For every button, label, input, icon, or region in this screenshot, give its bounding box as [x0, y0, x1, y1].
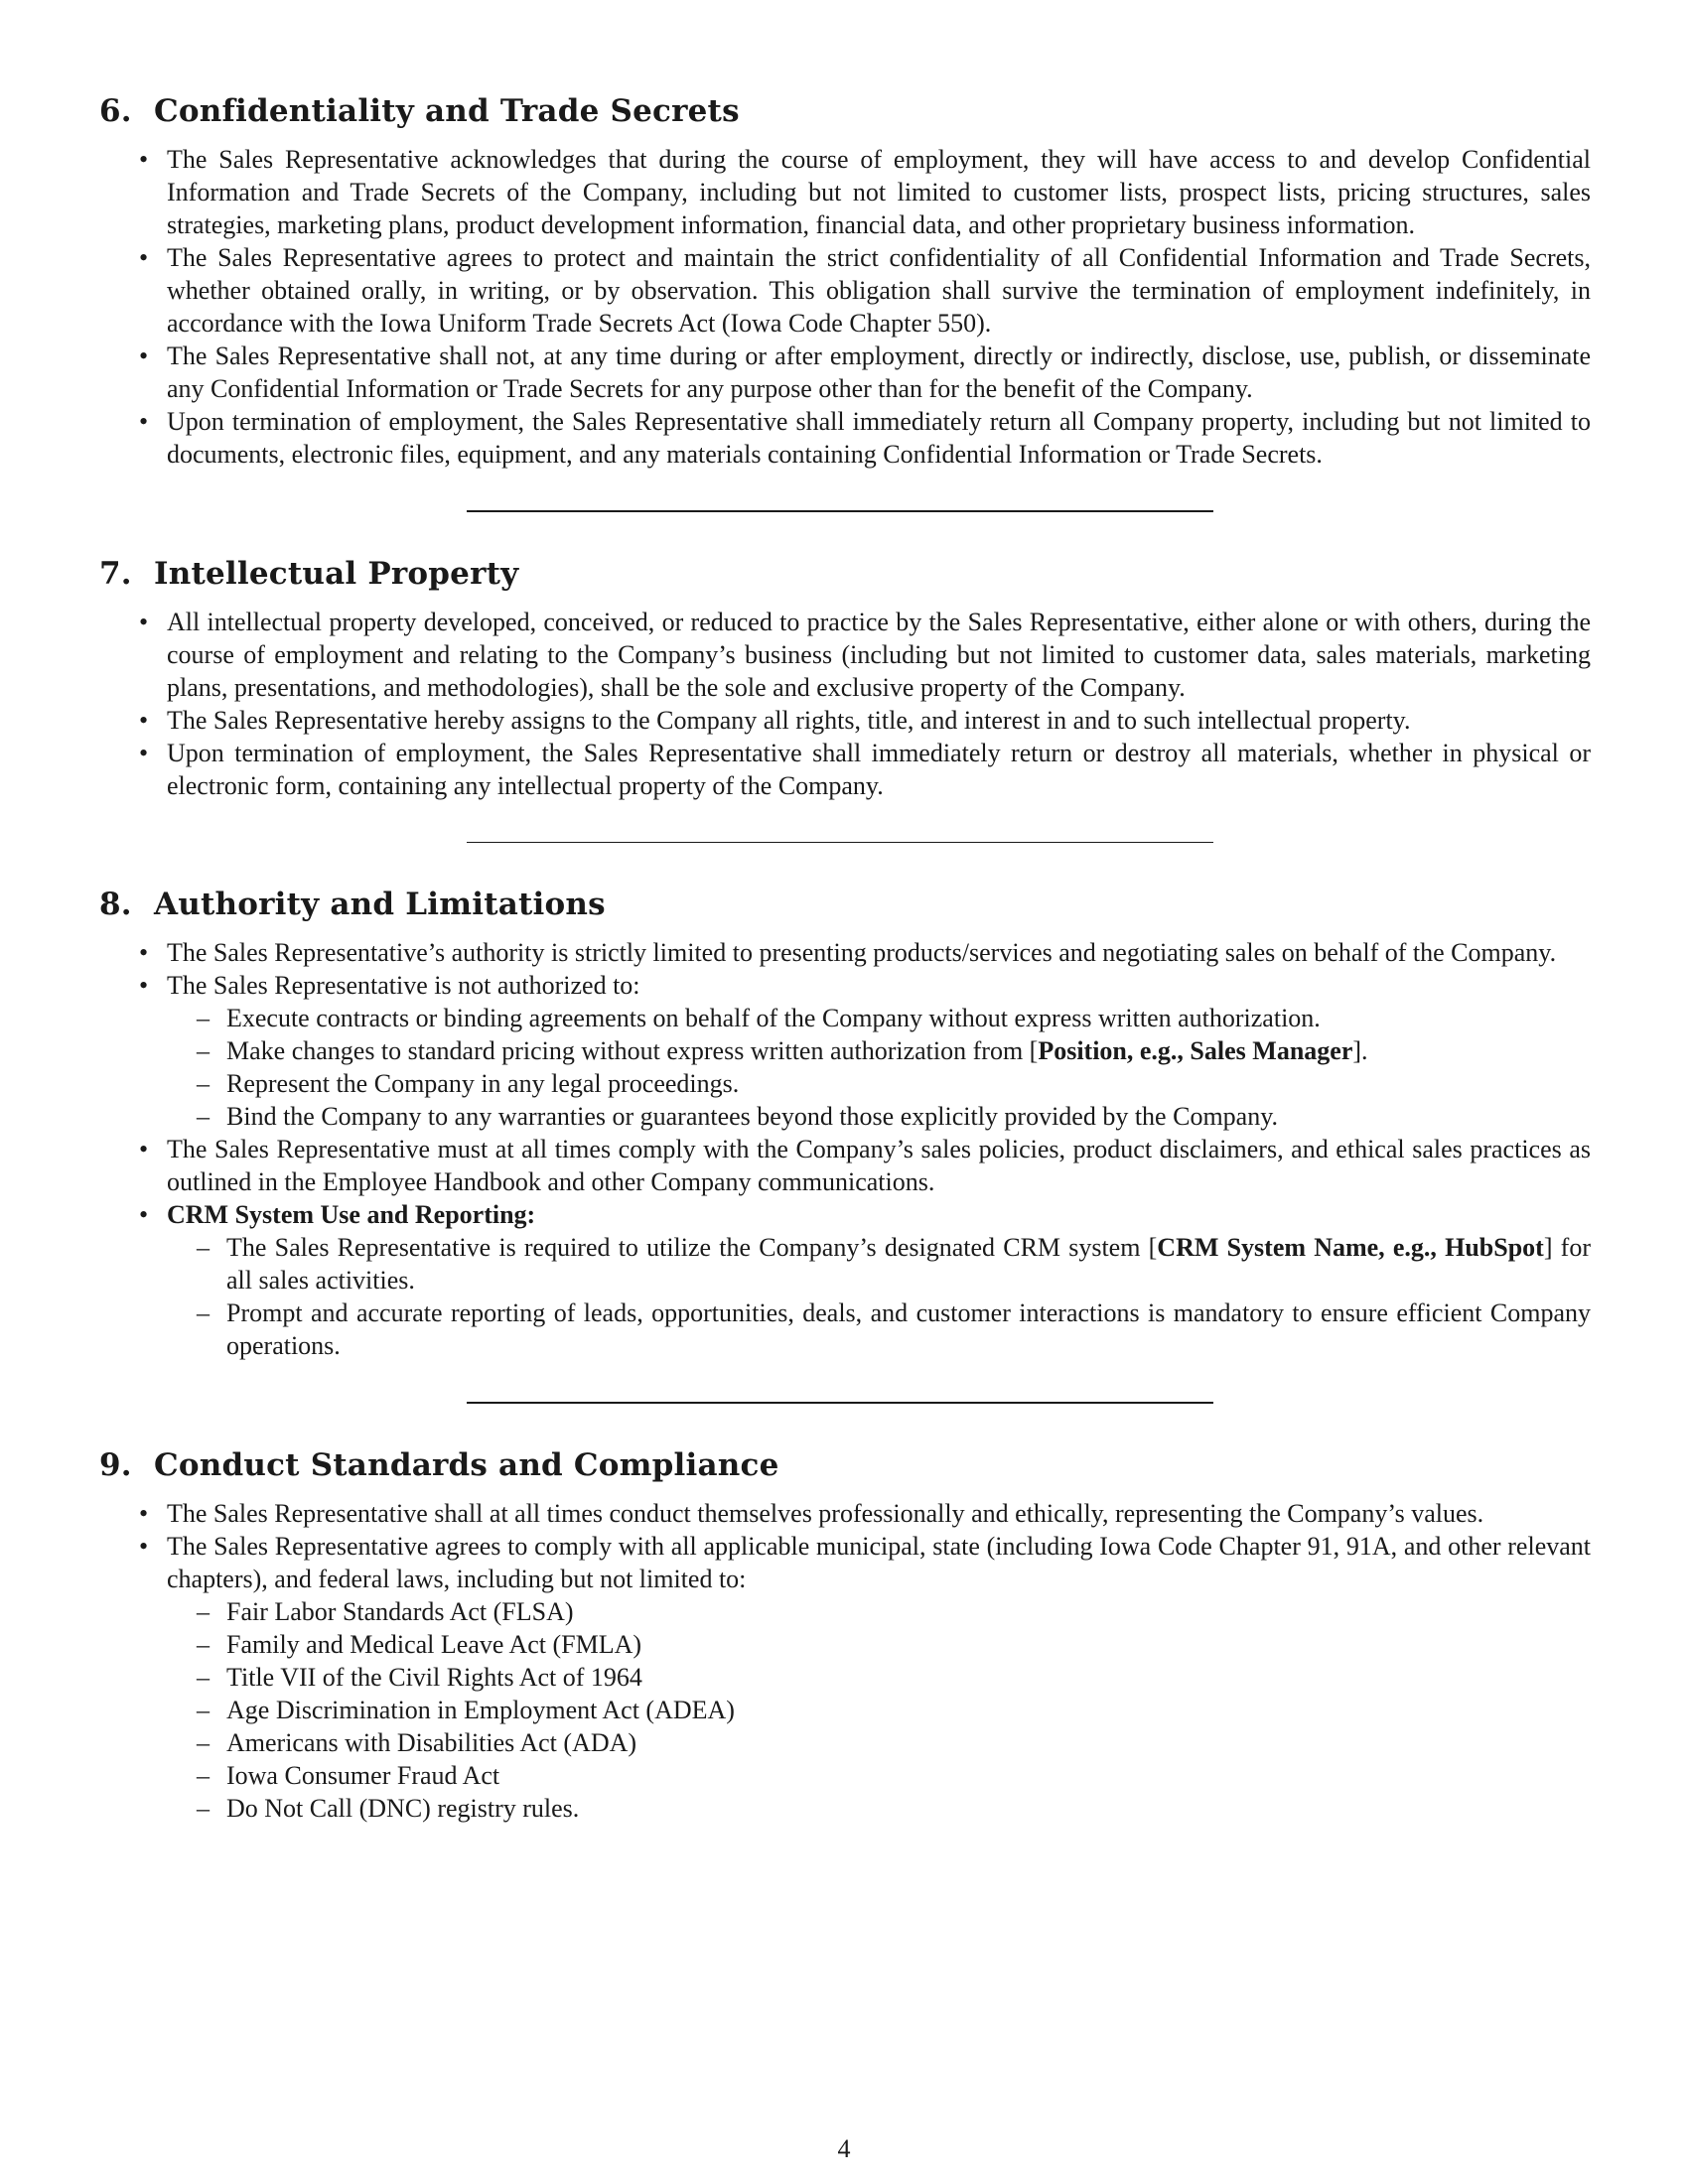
section-intellectual-property	[99, 554, 1591, 802]
section-title: Conduct Standards and Compliance	[154, 1447, 779, 1483]
placeholder-text: Position, e.g., Sales Manager	[1038, 1036, 1353, 1065]
document-page	[99, 91, 1591, 1825]
list-item	[167, 969, 1591, 1133]
section-conduct	[99, 1445, 1591, 1825]
bullet-list	[99, 606, 1591, 802]
section-divider	[467, 510, 1213, 512]
sub-list-item: – Fair Labor Standards Act (FLSA)	[226, 1595, 1591, 1628]
sub-list-item: – Title VII of the Civil Rights Act of 1964	[226, 1661, 1591, 1694]
list-item: • All intellectual property developed, conceived, or reduced to practice by the Sales Representative, either alone or with others, during the course of employment and relating to the Company’s business (including but not limited to customer data, sales materials, marketing plans, presentations, and methodologies), shall be the sole and exclusive property of the Company.	[167, 606, 1591, 704]
page-number: 4	[837, 2134, 851, 2163]
section-heading	[99, 1445, 1591, 1485]
list-item: • Upon termination of employment, the Sales Representative shall immediately return or destroy all materials, whether in physical or electronic form, containing any intellectual property of the Company.	[167, 737, 1591, 802]
sub-list-item	[226, 1231, 1591, 1297]
sub-item-text: The Sales Representative is required to utilize the Company’s designated CRM system [	[226, 1233, 1158, 1262]
list-item: • The Sales Representative agrees to protect and maintain the strict confidentiality of all Confidential Information and Trade Secrets, whether obtained orally, in writing, or by observation. This obligation shall survive the termination of employment indefinitely, in accordance with the Iowa Uniform Trade Secrets Act (Iowa Code Chapter 550).	[167, 241, 1591, 340]
sub-list	[167, 1231, 1591, 1362]
sub-list-item: – Execute contracts or binding agreements on behalf of the Company without express written authorization.	[226, 1002, 1591, 1034]
sub-list-item: – Americans with Disabilities Act (ADA)	[226, 1726, 1591, 1759]
sub-item-text: ] for all sales activities.	[226, 1233, 1591, 1295]
sub-list-item: – Age Discrimination in Employment Act (ADEA)	[226, 1694, 1591, 1726]
list-item-heading: CRM System Use and Reporting:	[167, 1200, 536, 1229]
section-number: 8.	[99, 887, 132, 922]
list-item: • The Sales Representative shall not, at any time during or after employment, directly or indirectly, disclose, use, publish, or disseminate any Confidential Information or Trade Secrets for any purpose other than for the benefit of the Company.	[167, 340, 1591, 405]
section-number: 7.	[99, 556, 132, 592]
section-title: Authority and Limitations	[154, 887, 606, 922]
list-item-text: The Sales Representative agrees to comply with all applicable municipal, state (including Iowa Code Chapter 91, 91A, and other relevant chapters), and federal laws, including but not limited to:	[167, 1532, 1591, 1593]
section-title: Intellectual Property	[154, 556, 519, 592]
list-item: • The Sales Representative hereby assigns to the Company all rights, title, and interest in and to such intellectual property.	[167, 704, 1591, 737]
sub-list-item: – Iowa Consumer Fraud Act	[226, 1759, 1591, 1792]
section-number: 6.	[99, 93, 132, 129]
sub-item-text: ].	[1352, 1036, 1368, 1065]
section-heading	[99, 554, 1591, 594]
section-number: 9.	[99, 1447, 132, 1483]
section-confidentiality	[99, 91, 1591, 471]
list-item-text: The Sales Representative is not authorized to:	[167, 971, 640, 1000]
list-item: • Upon termination of employment, the Sales Representative shall immediately return all Company property, including but not limited to documents, electronic files, equipment, and any materials containing Confidential Information or Trade Secrets.	[167, 405, 1591, 471]
section-heading	[99, 885, 1591, 924]
sub-list-item: – Prompt and accurate reporting of leads, opportunities, deals, and customer interactions is mandatory to ensure efficient Company operations.	[226, 1297, 1591, 1362]
bullet-list	[99, 1497, 1591, 1825]
list-item: • The Sales Representative must at all times comply with the Company’s sales policies, product disclaimers, and ethical sales practices as outlined in the Employee Handbook and other Company communications.	[167, 1133, 1591, 1198]
section-divider	[467, 1402, 1213, 1404]
bullet-list	[99, 936, 1591, 1362]
sub-list-item	[226, 1034, 1591, 1067]
section-title: Confidentiality and Trade Secrets	[154, 93, 740, 129]
sub-item-text: Make changes to standard pricing without express written authorization from [	[226, 1036, 1039, 1065]
list-item: • The Sales Representative shall at all times conduct themselves professionally and ethically, representing the Company’s values.	[167, 1497, 1591, 1530]
list-item: • The Sales Representative’s authority is strictly limited to presenting products/services and negotiating sales on behalf of the Company.	[167, 936, 1591, 969]
sub-list-item: – Do Not Call (DNC) registry rules.	[226, 1792, 1591, 1825]
bullet-list	[99, 143, 1591, 471]
sub-list-item: – Represent the Company in any legal proceedings.	[226, 1067, 1591, 1100]
list-item: • The Sales Representative acknowledges that during the course of employment, they will have access to and develop Confidential Information and Trade Secrets of the Company, including but not limited to customer lists, prospect lists, pricing structures, sales strategies, marketing plans, product development information, financial data, and other proprietary business information.	[167, 143, 1591, 241]
sub-list	[167, 1595, 1591, 1825]
section-heading	[99, 91, 1591, 131]
section-divider	[467, 842, 1213, 843]
list-item	[167, 1198, 1591, 1362]
sub-list-item: – Family and Medical Leave Act (FMLA)	[226, 1628, 1591, 1661]
placeholder-text: CRM System Name, e.g., HubSpot	[1157, 1233, 1544, 1262]
list-item	[167, 1530, 1591, 1825]
sub-list-item: – Bind the Company to any warranties or guarantees beyond those explicitly provided by the Company.	[226, 1100, 1591, 1133]
sub-list	[167, 1002, 1591, 1133]
section-authority	[99, 885, 1591, 1362]
